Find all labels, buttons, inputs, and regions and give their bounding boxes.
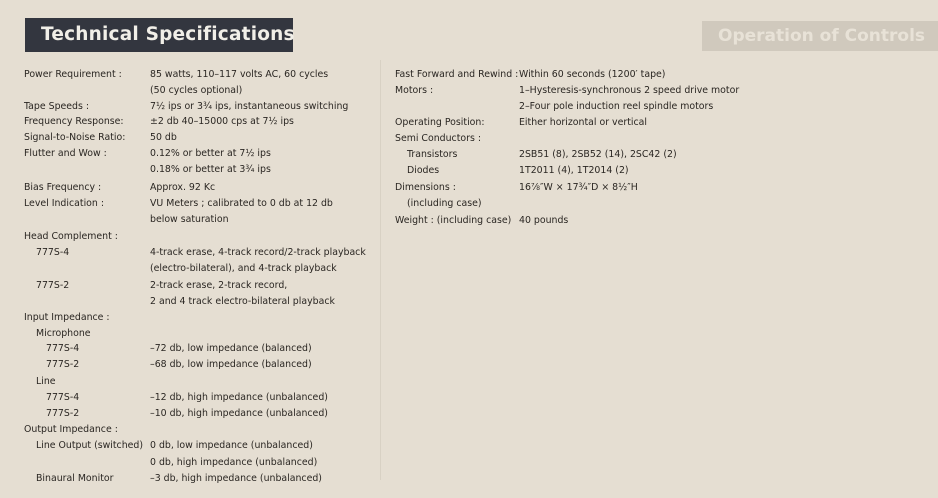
- spec-value: 4-track erase, 4-track record/2-track playback: [150, 247, 366, 258]
- spec-label: Microphone: [36, 328, 91, 339]
- spec-label: Fast Forward and Rewind :: [395, 69, 519, 80]
- spec-label: Output Impedance :: [24, 424, 118, 435]
- spec-label: 777S-4: [46, 392, 80, 403]
- spec-value: (50 cycles optional): [150, 85, 243, 96]
- spec-label: Flutter and Wow :: [24, 148, 107, 159]
- spec-value: 0 db, high impedance (unbalanced): [150, 457, 318, 468]
- spec-value: ±2 db 40–15000 cps at 7½ ips: [150, 116, 294, 127]
- spec-label: Power Requirement :: [24, 69, 122, 80]
- spec-value: 16⅞″W × 17¾″D × 8½″H: [519, 182, 638, 193]
- spec-label: Signal-to-Noise Ratio:: [24, 132, 126, 143]
- spec-label: 777S-4: [36, 247, 70, 258]
- spec-label: Transistors: [407, 149, 458, 160]
- spec-value: Approx. 92 Kc: [150, 182, 216, 193]
- spec-value: 2 and 4 track electro-bilateral playback: [150, 296, 335, 307]
- spec-label: Level Indication :: [24, 198, 104, 209]
- spec-value: –68 db, low impedance (balanced): [150, 359, 312, 370]
- spec-label: Frequency Response:: [24, 116, 124, 127]
- spec-value: 50 db: [150, 132, 177, 143]
- spec-value: –3 db, high impedance (unbalanced): [150, 473, 322, 484]
- spec-label: 777S-2: [46, 408, 80, 419]
- spec-label: 777S-2: [36, 280, 70, 291]
- spec-label: Operating Position:: [395, 117, 485, 128]
- spec-label: Weight : (including case): [395, 215, 512, 226]
- spec-value: 0 db, low impedance (unbalanced): [150, 440, 313, 451]
- spec-label: 777S-4: [46, 343, 80, 354]
- spec-label: (including case): [407, 198, 482, 209]
- spec-value: VU Meters ; calibrated to 0 db at 12 db: [150, 198, 333, 209]
- spec-value: (electro-bilateral), and 4-track playback: [150, 263, 337, 274]
- spec-value: Either horizontal or vertical: [519, 117, 648, 128]
- spec-label: Head Complement :: [24, 231, 118, 242]
- spec-value: 2-track erase, 2-track record,: [150, 280, 288, 291]
- spec-label: Line Output (switched): [36, 440, 144, 451]
- spec-value: 7½ ips or 3¾ ips, instantaneous switching: [150, 101, 349, 112]
- spec-label: Binaural Monitor: [36, 473, 114, 484]
- spec-value: 1–Hysteresis-synchronous 2 speed drive motor: [519, 85, 740, 96]
- spec-label: Motors :: [395, 85, 434, 96]
- spec-value: –12 db, high impedance (unbalanced): [150, 392, 328, 403]
- spec-label: Diodes: [407, 165, 440, 176]
- spec-label: Dimensions :: [395, 182, 456, 193]
- spec-value: 0.12% or better at 7½ ips: [150, 148, 271, 159]
- spec-value: 40 pounds: [519, 215, 569, 226]
- spec-label: Input Impedance :: [24, 312, 110, 323]
- spec-value: 2SB51 (8), 2SB52 (14), 2SC42 (2): [519, 149, 677, 160]
- spec-value: 2–Four pole induction reel spindle motors: [519, 101, 714, 112]
- spec-value: 1T2011 (4), 1T2014 (2): [519, 165, 629, 176]
- spec-label: Line: [36, 376, 56, 387]
- spec-label: Semi Conductors :: [395, 133, 481, 144]
- spec-value: –10 db, high impedance (unbalanced): [150, 408, 328, 419]
- spec-value: Within 60 seconds (1200′ tape): [519, 69, 666, 80]
- section-title: Technical Specifications: [25, 18, 293, 52]
- spec-label: 777S-2: [46, 359, 80, 370]
- spec-value: 85 watts, 110–117 volts AC, 60 cycles: [150, 69, 329, 80]
- spec-value: below saturation: [150, 214, 229, 225]
- spec-value: 0.18% or better at 3¾ ips: [150, 164, 271, 175]
- spec-value: –72 db, low impedance (balanced): [150, 343, 312, 354]
- faded-header: Operation of Controls: [702, 21, 938, 51]
- spec-label: Tape Speeds :: [24, 101, 90, 112]
- spec-label: Bias Frequency :: [24, 182, 102, 193]
